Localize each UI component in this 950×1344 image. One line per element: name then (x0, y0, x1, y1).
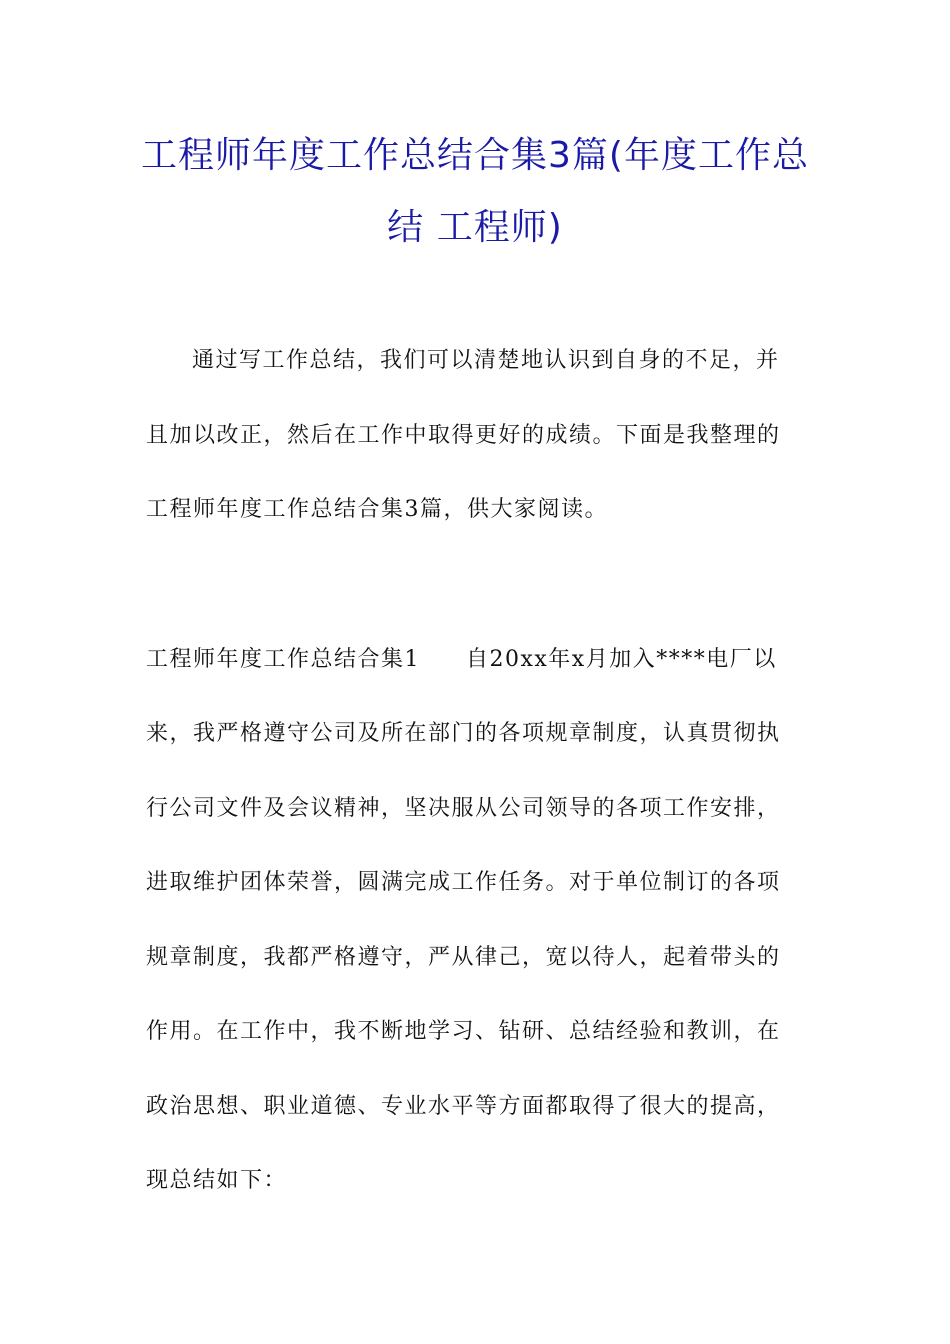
section-1-first-line (146, 645, 806, 675)
section-1-line-2: 来，我严格遵守公司及所在部门的各项规章制度，认真贯彻执 (146, 721, 781, 746)
section-1-line-8: 现总结如下： (146, 1168, 288, 1193)
section-1-line-4: 进取维护团体荣誉，圆满完成工作任务。对于单位制订的各项 (146, 870, 781, 895)
section-1-heading: 工程师年度工作总结合集1 (146, 647, 420, 672)
document-title-line-1: 工程师年度工作总结合集3篇(年度工作总 (141, 135, 809, 176)
intro-line-1: 通过写工作总结，我们可以清楚地认识到自身的不足，并 (192, 348, 780, 373)
section-1-line-3: 行公司文件及会议精神，坚决服从公司领导的各项工作安排， (146, 796, 781, 821)
section-1-line-7: 政治思想、职业道德、专业水平等方面都取得了很大的提高， (146, 1094, 781, 1119)
section-1-first-line-text: 自20xx年x月加入****电厂以 (466, 647, 777, 672)
section-1-line-5: 规章制度，我都严格遵守，严从律己，宽以待人，起着带头的 (146, 945, 781, 970)
intro-line-2: 且加以改正，然后在工作中取得更好的成绩。下面是我整理的 (146, 423, 781, 448)
section-1-line-6: 作用。在工作中，我不断地学习、钻研、总结经验和教训，在 (146, 1019, 781, 1044)
intro-line-3: 工程师年度工作总结合集3篇，供大家阅读。 (146, 497, 608, 522)
document-title-line-2: 结 工程师) (387, 207, 563, 248)
